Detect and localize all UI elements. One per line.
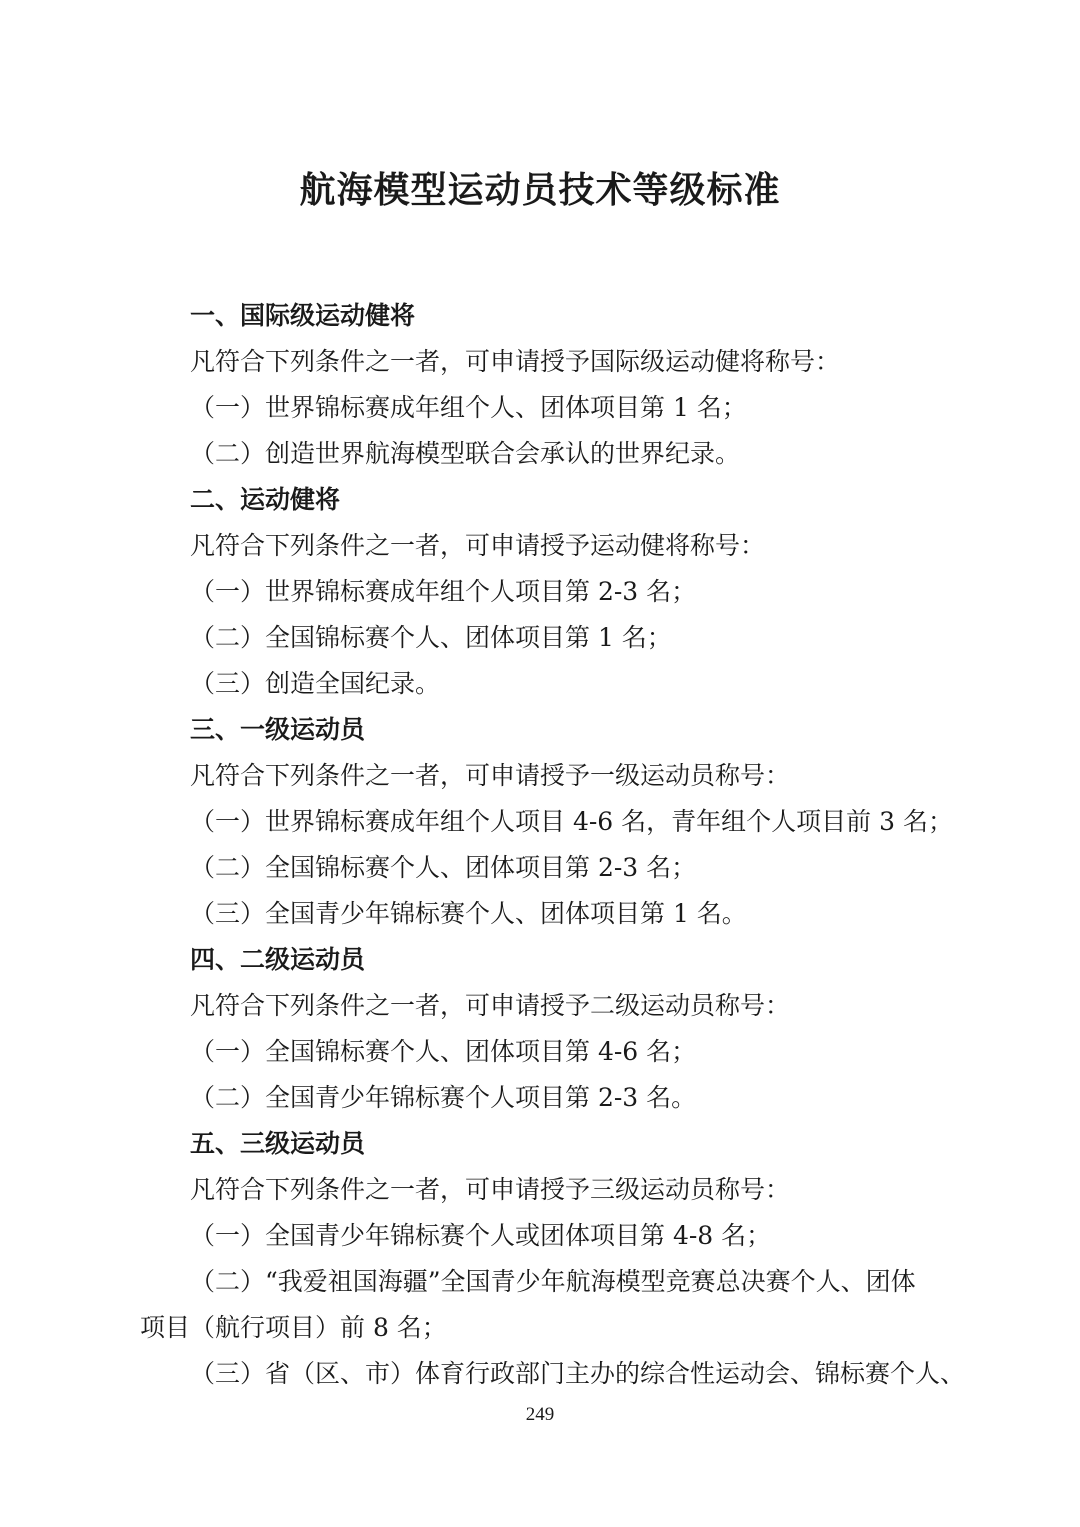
body-line: 凡符合下列条件之一者，可申请授予运动健将称号： xyxy=(190,531,766,560)
body-line: 凡符合下列条件之一者，可申请授予一级运动员称号： xyxy=(190,761,791,790)
section-heading-master: 二、运动健将 xyxy=(190,485,341,514)
list-item: （二）全国锦标赛个人、团体项目第 1 名； xyxy=(190,623,672,652)
body-line: 凡符合下列条件之一者，可申请授予三级运动员称号： xyxy=(190,1175,791,1204)
list-item: （一）世界锦标赛成年组个人、团体项目第 1 名； xyxy=(190,393,747,422)
list-item: （二）全国锦标赛个人、团体项目第 2-3 名； xyxy=(190,853,697,882)
section-heading-first-class: 三、一级运动员 xyxy=(190,715,366,744)
body-line: 凡符合下列条件之一者，可申请授予国际级运动健将称号： xyxy=(190,347,841,376)
list-item: （三）全国青少年锦标赛个人、团体项目第 1 名。 xyxy=(190,899,747,928)
list-item: （一）世界锦标赛成年组个人项目 4-6 名，青年组个人项目前 3 名； xyxy=(190,807,953,836)
section-heading-second-class: 四、二级运动员 xyxy=(190,945,366,974)
list-item: （三）创造全国纪录。 xyxy=(190,669,441,698)
list-item: （一）全国青少年锦标赛个人或团体项目第 4-8 名； xyxy=(190,1221,772,1250)
list-item: （一）全国锦标赛个人、团体项目第 4-6 名； xyxy=(190,1037,697,1066)
list-item: （二）创造世界航海模型联合会承认的世界纪录。 xyxy=(190,439,741,468)
document-title: 航海模型运动员技术等级标准 xyxy=(299,169,781,211)
list-item: （二）全国青少年锦标赛个人项目第 2-3 名。 xyxy=(190,1083,697,1112)
section-heading-third-class: 五、三级运动员 xyxy=(190,1129,366,1158)
body-line: 凡符合下列条件之一者，可申请授予二级运动员称号： xyxy=(190,991,791,1020)
list-item-continuation: 项目（航行项目）前 8 名； xyxy=(140,1313,447,1342)
list-item: （二）“我爱祖国海疆”全国青少年航海模型竞赛总决赛个人、团体 xyxy=(190,1267,916,1296)
page-number: 249 xyxy=(525,1404,555,1425)
section-heading-international-master: 一、国际级运动健将 xyxy=(190,301,416,330)
list-item: （三）省（区、市）体育行政部门主办的综合性运动会、锦标赛个人、 xyxy=(190,1359,966,1388)
list-item: （一）世界锦标赛成年组个人项目第 2-3 名； xyxy=(190,577,697,606)
